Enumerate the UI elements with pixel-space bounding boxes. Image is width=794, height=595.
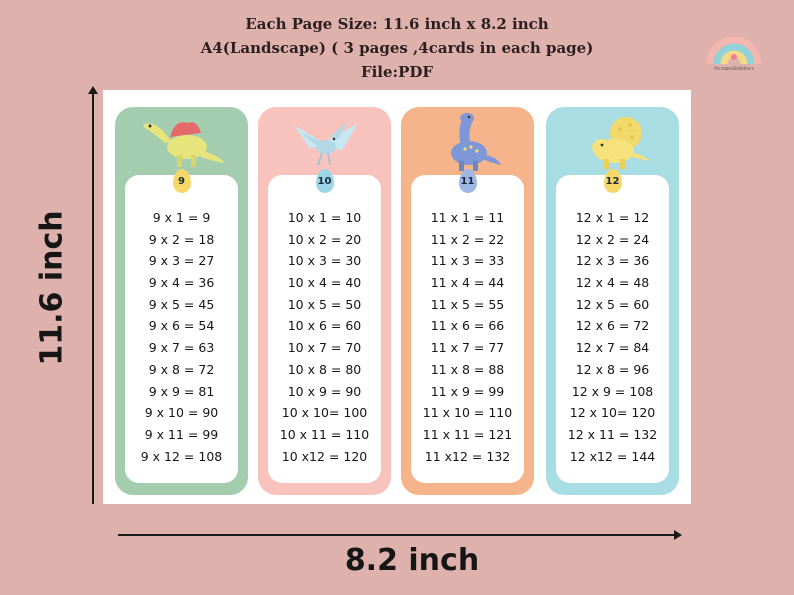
multiplication-row: 12 x 9 = 108 bbox=[571, 383, 654, 399]
multiplication-row: 9 x 12 = 108 bbox=[140, 448, 223, 464]
multiplication-row: 12 x 1 = 12 bbox=[575, 210, 650, 225]
multiplication-row: 11 x 2 = 22 bbox=[430, 231, 505, 247]
multiplication-row: 12 x 5 = 60 bbox=[575, 296, 650, 312]
multiplication-row: 10 x 10= 100 bbox=[281, 405, 368, 421]
multiplication-row: 11 x 9 = 99 bbox=[430, 383, 505, 399]
multiplication-row: 11 x 7 = 77 bbox=[430, 340, 505, 356]
multiplication-list bbox=[268, 207, 381, 467]
header-file-type: File:PDF bbox=[360, 63, 434, 81]
header bbox=[0, 12, 794, 84]
multiplication-row: 12 x 11 = 132 bbox=[567, 426, 658, 442]
logo-text: PrintableSEAfathers bbox=[714, 66, 754, 71]
dinosaur-brontosaurus-icon bbox=[401, 107, 534, 177]
card-table bbox=[556, 175, 669, 483]
egg-number-badge: 10 bbox=[316, 169, 334, 193]
multiplication-row: 10 x 7 = 70 bbox=[287, 340, 362, 356]
multiplication-row: 11 x 10 = 110 bbox=[422, 405, 513, 421]
multiplication-row: 10 x 2 = 20 bbox=[287, 231, 362, 247]
height-dimension-line bbox=[92, 90, 94, 504]
multiplication-row: 12 x 3 = 36 bbox=[575, 253, 650, 269]
multiplication-row: 9 x 2 = 18 bbox=[148, 231, 215, 247]
logo bbox=[702, 8, 766, 72]
multiplication-row: 12 x 7 = 84 bbox=[575, 340, 650, 356]
card-times-9 bbox=[115, 107, 248, 495]
multiplication-row: 9 x 7 = 63 bbox=[148, 340, 215, 356]
card-table bbox=[268, 175, 381, 483]
multiplication-list bbox=[125, 207, 238, 467]
multiplication-row: 11 x 11 = 121 bbox=[422, 426, 513, 442]
multiplication-row: 12 x 6 = 72 bbox=[575, 318, 650, 334]
multiplication-row: 12 x 4 = 48 bbox=[575, 275, 650, 291]
multiplication-row: 9 x 11 = 99 bbox=[144, 426, 219, 442]
dinosaur-triceratops-icon bbox=[546, 107, 679, 177]
multiplication-row: 12 x 2 = 24 bbox=[575, 231, 650, 247]
dinosaur-pterodactyl-icon bbox=[258, 107, 391, 177]
multiplication-row: 11 x 3 = 33 bbox=[430, 253, 505, 269]
egg-number-badge: 11 bbox=[459, 169, 477, 193]
multiplication-row: 10 x 5 = 50 bbox=[287, 296, 362, 312]
preview-sheet bbox=[103, 90, 691, 504]
egg-number-badge: 9 bbox=[173, 169, 191, 193]
multiplication-row: 9 x 9 = 81 bbox=[148, 383, 215, 399]
multiplication-row: 9 x 8 = 72 bbox=[148, 361, 215, 377]
multiplication-row: 10 x 3 = 30 bbox=[287, 253, 362, 269]
dinosaur-spinosaurus-icon bbox=[115, 107, 248, 177]
multiplication-row: 12 x 8 = 96 bbox=[575, 361, 650, 377]
card-table bbox=[411, 175, 524, 483]
multiplication-row: 9 x 3 = 27 bbox=[148, 253, 215, 269]
multiplication-row: 10 x 4 = 40 bbox=[287, 275, 362, 291]
header-page-size: Each Page Size: 11.6 inch x 8.2 inch bbox=[245, 15, 549, 33]
multiplication-row: 9 x 1 = 9 bbox=[152, 210, 211, 225]
width-dimension-line bbox=[118, 534, 676, 536]
multiplication-row: 9 x 4 = 36 bbox=[148, 275, 215, 291]
multiplication-row: 11 x 8 = 88 bbox=[430, 361, 505, 377]
card-table bbox=[125, 175, 238, 483]
multiplication-row: 9 x 6 = 54 bbox=[148, 318, 215, 334]
rainbow-icon bbox=[702, 8, 766, 68]
multiplication-row: 10 x 6 = 60 bbox=[287, 318, 362, 334]
multiplication-row: 11 x 1 = 11 bbox=[430, 210, 505, 225]
multiplication-row: 10 x12 = 120 bbox=[281, 448, 368, 464]
card-times-10 bbox=[258, 107, 391, 495]
multiplication-row: 9 x 10 = 90 bbox=[144, 405, 219, 421]
multiplication-row: 10 x 1 = 10 bbox=[287, 210, 362, 225]
multiplication-row: 10 x 9 = 90 bbox=[287, 383, 362, 399]
multiplication-row: 10 x 8 = 80 bbox=[287, 361, 362, 377]
multiplication-row: 11 x 4 = 44 bbox=[430, 275, 505, 291]
multiplication-row: 12 x 10= 120 bbox=[569, 405, 656, 421]
height-arrow-icon bbox=[88, 86, 98, 94]
multiplication-row: 11 x12 = 132 bbox=[424, 448, 511, 464]
multiplication-row: 10 x 11 = 110 bbox=[279, 426, 370, 442]
height-label: 11.6 inch bbox=[34, 210, 70, 366]
multiplication-row: 11 x 6 = 66 bbox=[430, 318, 505, 334]
card-times-11 bbox=[401, 107, 534, 495]
egg-number-badge: 12 bbox=[604, 169, 622, 193]
header-format: A4(Landscape) ( 3 pages ,4cards in each page) bbox=[200, 39, 594, 57]
multiplication-row: 11 x 5 = 55 bbox=[430, 296, 505, 312]
card-times-12 bbox=[546, 107, 679, 495]
multiplication-list bbox=[411, 207, 524, 467]
width-label: 8.2 inch bbox=[344, 543, 480, 578]
multiplication-row: 9 x 5 = 45 bbox=[148, 296, 215, 312]
multiplication-list bbox=[556, 207, 669, 467]
multiplication-row: 12 x12 = 144 bbox=[569, 448, 656, 464]
width-arrow-icon bbox=[674, 530, 682, 540]
